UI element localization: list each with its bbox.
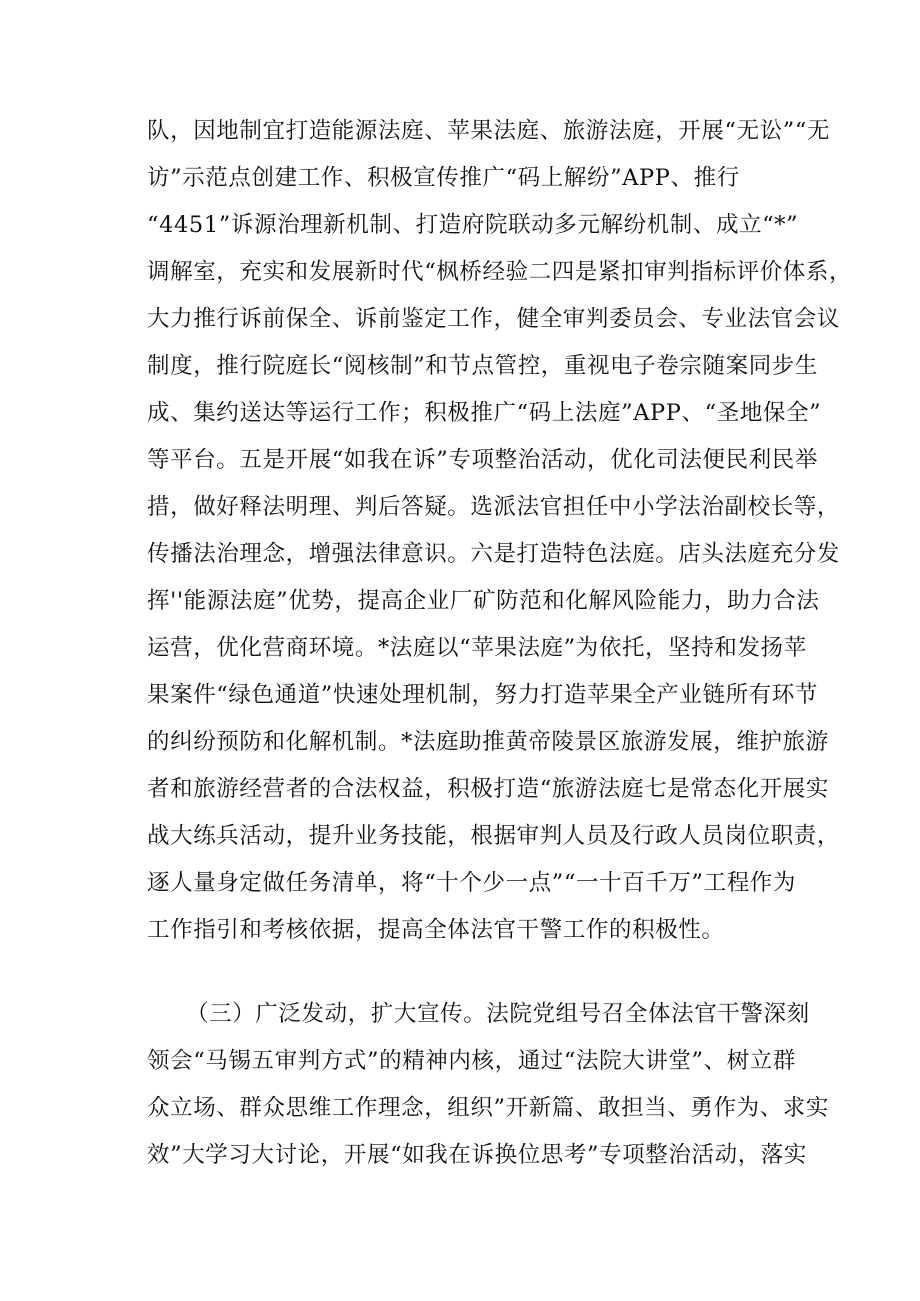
- text-line: 制度，推行院庭长“阅核制”和节点管控，重视电子卷宗随案同步生: [147, 353, 819, 379]
- text-line: 逐人量身定做任务清单，将“十个少一点”“一十百千万”工程作为: [147, 870, 797, 896]
- text-line: 挥''能源法庭”优势，提高企业厂矿防范和化解风险能力，助力合法: [147, 588, 820, 614]
- text-line: 访”示范点创建工作、积极宣传推广“码上解纷”APP、推行: [147, 165, 740, 191]
- text-line: 措，做好释法明理、判后答疑。选派法官担任中小学法治副校长等，: [147, 494, 841, 520]
- text-line: 传播法治理念，增强法律意识。六是打造特色法庭。店头法庭充分发: [147, 541, 841, 567]
- text-line: 调解室，充实和发展新时代“枫桥经验二四是紧扣审判指标评价体系，: [147, 259, 853, 285]
- text-line: 众立场、群众思维工作理念，组织”开新篇、敢担当、勇作为、求实: [147, 1095, 830, 1121]
- text-line: “4451”诉源治理新机制、打造府院联动多元解纷机制、成立“*”: [147, 212, 799, 238]
- text-line: 的纠纷预防和化解机制。*法庭助推黄帝陵景区旅游发展，维护旅游: [147, 729, 829, 755]
- text-line: 等平台。五是开展“如我在诉”专项整治活动，优化司法便民利民举: [147, 447, 819, 473]
- text-line: 者和旅游经营者的合法权益，积极打造“旅游法庭七是常态化开展实: [147, 776, 830, 802]
- text-line: 战大练兵活动，提升业务技能，根据审判人员及行政人员岗位职责，: [147, 823, 841, 849]
- text-line: 领会“马锡五审判方式”的精神内核，通过“法院大讲堂”、树立群: [147, 1048, 797, 1074]
- text-line: 果案件“绿色通道”快速处理机制，努力打造苹果全产业链所有环节: [147, 682, 819, 708]
- text-line: （三）广泛发动，扩大宣传。法院党组号召全体法官干警深刻: [186, 1001, 810, 1027]
- text-line: 效”大学习大讨论，开展“如我在诉换位思考”专项整治活动，落实: [147, 1142, 808, 1168]
- text-line: 工作指引和考核依据，提高全体法官干警工作的积极性。: [147, 917, 725, 943]
- text-line: 运营，优化营商环境。*法庭以“苹果法庭”为依托，坚持和发扬苹: [147, 635, 807, 661]
- text-line: 大力推行诉前保全、诉前鉴定工作，健全审判委员会、专业法官会议: [147, 306, 841, 332]
- text-line: 成、集约送达等运行工作；积极推广“码上法庭”APP、“圣地保全”: [147, 400, 822, 426]
- text-line: 队，因地制宜打造能源法庭、苹果法庭、旅游法庭，开展“无讼”“无: [147, 118, 831, 144]
